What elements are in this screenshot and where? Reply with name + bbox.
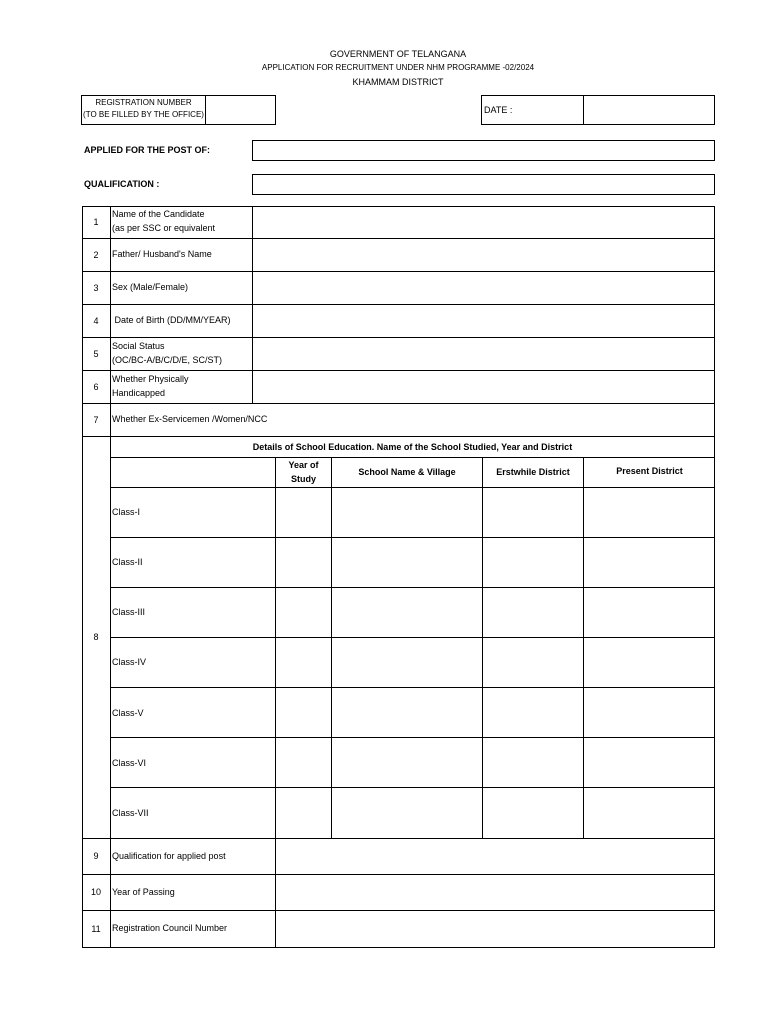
registration-label: REGISTRATION NUMBER — [95, 98, 192, 107]
row-label-father-name: Father/ Husband's Name — [112, 249, 212, 259]
dob-field[interactable] — [253, 305, 714, 337]
row-label-ex-servicemen: Whether Ex-Servicemen /Women/NCC — [112, 414, 268, 424]
post-field[interactable] — [252, 140, 715, 161]
row-label-registration-council: Registration Council Number — [112, 923, 228, 933]
row-number: 2 — [93, 250, 99, 260]
row-number: 7 — [93, 415, 99, 425]
date-box — [481, 95, 715, 125]
year-of-passing-field[interactable] — [276, 875, 714, 910]
class-row-label: Class-I — [112, 507, 141, 517]
sex-field[interactable] — [253, 272, 714, 304]
row-number: 1 — [93, 217, 99, 227]
row-label-sex: Sex (Male/Female) — [112, 282, 189, 292]
social-status-field[interactable] — [253, 338, 714, 370]
post-label: APPLIED FOR THE POST OF: — [84, 145, 211, 155]
row-label-social-status-options: (OC/BC-A/B/C/D/E, SC/ST) — [112, 355, 223, 365]
row-number: 9 — [93, 851, 99, 861]
row-label-handicapped-2: Handicapped — [112, 388, 166, 398]
row-number: 4 — [93, 316, 99, 326]
row-label-handicapped: Whether Physically — [112, 374, 189, 384]
registration-note: (TO BE FILLED BY THE OFFICE) — [83, 110, 204, 119]
header-application-title: APPLICATION FOR RECRUITMENT UNDER NHM PROGRAMME -02/2024 — [261, 63, 535, 72]
class-row-label: Class-VII — [112, 808, 149, 818]
row-label-year-of-passing: Year of Passing — [112, 887, 175, 897]
class-row-label: Class-III — [112, 607, 146, 617]
qualification-field[interactable] — [252, 174, 715, 195]
col-year-of-study: Year of — [288, 460, 319, 470]
row-number: 11 — [91, 924, 101, 934]
class-row-label: Class-V — [112, 708, 144, 718]
row-label-dob: Date of Birth (DD/MM/YEAR) — [112, 315, 231, 325]
col-present-district: Present District — [616, 466, 683, 476]
handicapped-field[interactable] — [253, 371, 714, 403]
col-year-of-study-2: Study — [290, 474, 316, 484]
row-number: 5 — [93, 349, 99, 359]
row-label-name-note: (as per SSC or equivalent — [112, 223, 216, 233]
header-government: GOVERNMENT OF TELANGANA — [329, 49, 467, 59]
registration-council-field[interactable] — [276, 911, 714, 947]
date-label: DATE : — [484, 105, 513, 115]
row-number: 3 — [93, 283, 99, 293]
school-details-title: Details of School Education. Name of the School Studied, Year and District — [252, 442, 573, 452]
father-name-field[interactable] — [253, 239, 714, 271]
header-district: KHAMMAM DISTRICT — [352, 77, 444, 87]
row-number: 10 — [90, 887, 101, 897]
class-row-label: Class-IV — [112, 657, 147, 667]
class-row-label: Class-II — [112, 557, 143, 567]
col-school-name: School Name & Village — [358, 467, 456, 477]
class-row-label: Class-VI — [112, 758, 147, 768]
row-label-name: Name of the Candidate — [112, 209, 205, 219]
row-number: 6 — [93, 382, 99, 392]
row-label-social-status: Social Status — [112, 341, 165, 351]
row-number: 8 — [93, 632, 99, 642]
candidate-name-field[interactable] — [253, 207, 714, 238]
col-erstwhile-district: Erstwhile District — [496, 467, 570, 477]
qualification-applied-field[interactable] — [276, 839, 714, 874]
qualification-label: QUALIFICATION : — [84, 179, 160, 189]
row-label-qualification-applied: Qualification for applied post — [112, 851, 226, 861]
ex-servicemen-field[interactable] — [300, 404, 714, 436]
